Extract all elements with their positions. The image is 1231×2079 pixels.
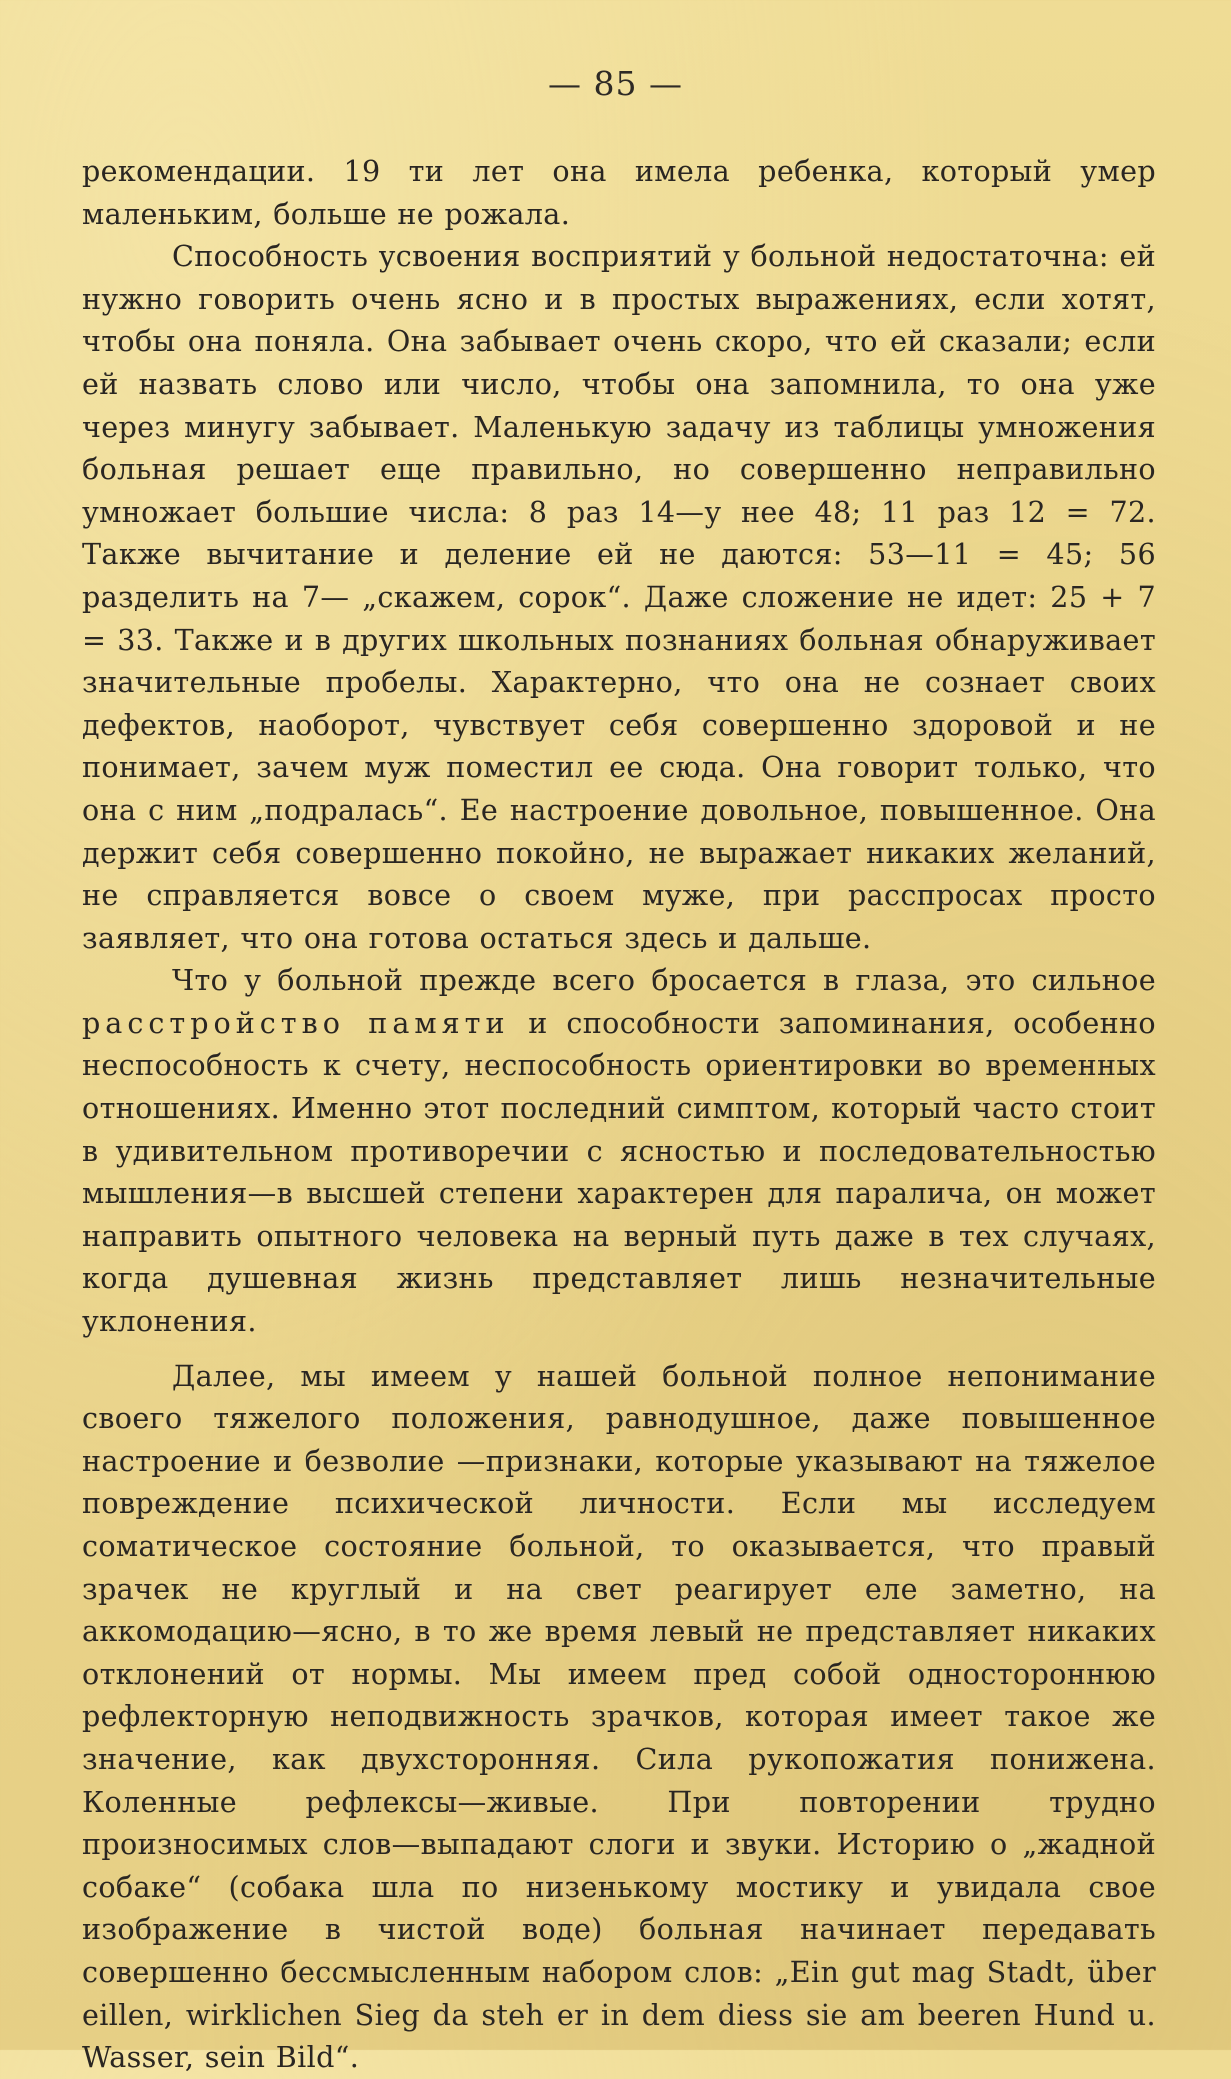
page-number: — 85 — [548, 64, 683, 103]
paragraph-3-emphasis: расстройство памяти [82, 1005, 510, 1040]
body-text [82, 150, 1156, 2079]
paragraph-4: Далее, мы имеем у нашей больной полное непонимание своего тяжелого положения, равнодушное, даже повышенное настроение и безволие —признаки, которые указывают на тяжелое повреждение психической личности. Если мы исследуем соматическое состояние больной, то оказывается, что правый зрачек не круглый и на свет реагирует еле заметно, на аккомодацию—ясно, в то же время левый не представляет никаких отклонений от нормы. Мы имеем пред собой одностороннюю рефлекторную неподвижность зрачков, которая имеет такое же значение, как двухсторонняя. Сила рукопожатия понижена. Коленные рефлексы—живые. При повторении трудно произносимых слов—выпадают слоги и звуки. Историю о „жадной собаке“ (собака шла по низенькому мостику и увидала свое изображение в чистой воде) больная начинает передавать совершенно бессмысленным набором слов: „Ein gut mag Stadt, über eillen, wirklichen Sieg da steh er in dem diess sie am beeren Hund u. Wasser, sein Bild“. [82, 1358, 1156, 2075]
paragraph-1: рекомендации. 19 ти лет она имела ребенка, который умер маленьким, больше не рожала. [82, 154, 1156, 231]
paragraph-3-lead: Что у больной прежде всего бросается в глаза, это сильное [172, 963, 1156, 998]
paragraph-2: Способность усвоения восприятий у больной недостаточна: ей нужно говорить очень ясно и в простых выражениях, если хотят, чтобы она поняла. Она забывает очень скоро, что ей сказали; если ей назвать слово или число, чтобы она запомнила, то она уже через минугу забывает. Маленькую задачу из таблицы умножения больная решает еще правильно, но совершенно неправильно умножает большие числа: 8 раз 14—у нее 48; 11 раз 12 = 72. Также вычитание и деление ей не даются: 53—11 = 45; 56 разделить на 7— „скажем, сорок“. Даже сложение не идет: 25 + 7 = 33. Также и в других школьных познаниях больная обнаруживает значительные пробелы. Характерно, что она не сознает своих дефектов, наоборот, чувствует себя совершенно здоровой и не понимает, зачем муж поместил ее сюда. Она говорит только, что она с ним „подралась“. Ее настроение довольное, повышенное. Она держит себя совершенно покойно, не выражает никаких желаний, не справляется вовсе о своем муже, при расспросах просто заявляет, что она готова остаться здесь и дальше. [82, 239, 1156, 955]
paragraph-3 [82, 959, 1156, 1342]
paragraph-3-rest: и способности запоминания, особенно неспособность к счету, неспособность ориентировки во временных отношениях. Именно этот последний симптом, который часто стоит в удивительном противоречии с ясностью и последовательностью мышления—в высшей степени характерен для паралича, он может направить опытного человека на верный путь даже в тех случаях, когда душевная жизнь представляет лишь незначительные уклонения. [82, 1005, 1156, 1339]
